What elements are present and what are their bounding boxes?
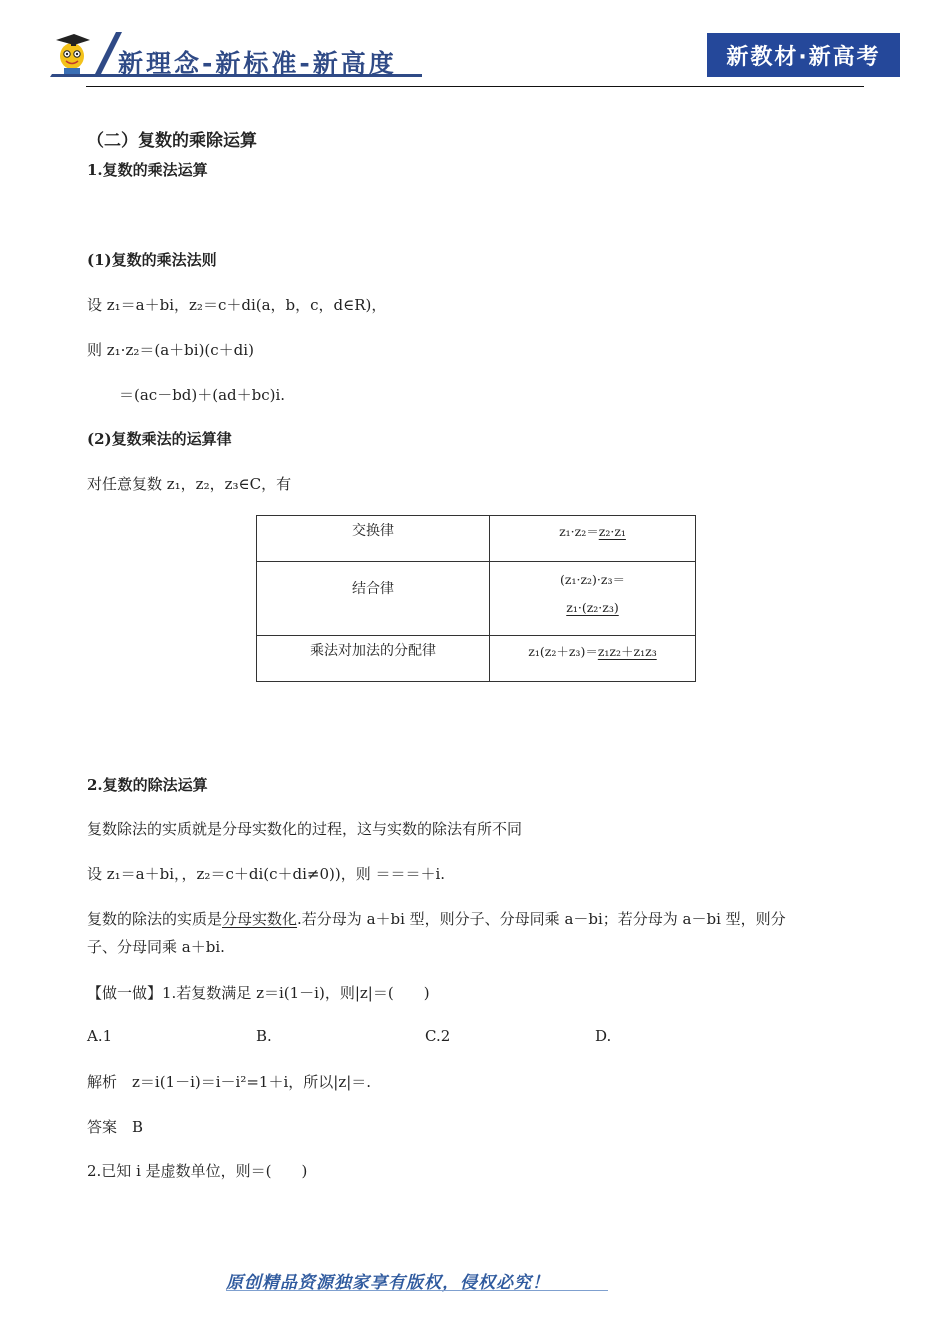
option-d: D. [595,1027,612,1045]
footer-copyright: 原创精品资源独家享有版权，侵权必究！ [226,1273,550,1293]
law-formula-answer: z₁·(z₂·z₃) [566,600,619,615]
law-table [256,515,696,682]
rule-line-1: 设 z₁＝a＋bi，z₂＝c＋di(a，b，c，d∈R)， [87,296,387,314]
law-formula [490,516,696,562]
law-formula [490,562,696,636]
option-a: A.1 [87,1027,113,1045]
law-name: 交换律 [257,516,490,562]
exercise-1-question: 【做一做】1.若复数满足 z＝i(1－i)，则|z|＝( ) [87,984,430,1002]
table-row [257,516,696,562]
rule-heading: (1)复数的乘法法则 [87,251,217,269]
exercise-1-analysis: 解析 z＝i(1－i)＝i－i²=1＋i，所以|z|＝. [87,1073,372,1091]
section-title: （二）复数的乘除运算 [87,131,257,151]
div-essence-line-2: 子、分母同乘 a＋bi. [87,938,225,956]
div-line-1: 复数除法的实质就是分母实数化的过程，这与实数的除法有所不同 [87,820,523,838]
header-slogan: 新理念-新标准-新高度 [118,49,397,78]
law-formula-answer: z₂·z₁ [598,524,626,539]
exercise-2-question: 2.已知 i 是虚数单位，则＝( ) [87,1162,308,1180]
law-name: 结合律 [257,562,490,636]
div-essence-pre: 复数的除法的实质是 [87,910,223,928]
rule-line-2: 则 z₁·z₂＝(a＋bi)(c＋di) [87,341,254,359]
law-formula-left: z₁(z₂＋z₃)＝ [528,644,598,659]
mult-heading: 1.复数的乘法运算 [87,161,208,179]
rule-line-3: ＝(ac－bd)＋(ad＋bc)i. [119,386,286,404]
table-row [257,562,696,636]
div-line-2: 设 z₁＝a＋bi，，z₂＝c＋di(c＋di≠0))，则 ＝＝＝＋i. [87,865,446,883]
option-c: C.2 [425,1027,451,1045]
header-divider [86,86,864,87]
law-formula-left: (z₁·z₂)·z₃＝ [560,572,625,587]
footer-underline [226,1290,608,1291]
law-formula-left: z₁·z₂＝ [559,524,599,539]
exercise-1-answer: 答案 B [87,1118,144,1136]
law-name: 乘法对加法的分配律 [257,636,490,682]
law-heading: (2)复数乘法的运算律 [87,430,232,448]
div-essence-underlined: 分母实数化 [222,910,298,928]
div-essence [87,908,786,929]
div-essence-post: .若分母为 a＋bi 型，则分子、分母同乘 a－bi；若分母为 a－bi 型，则分 [297,910,786,928]
law-formula-answer: z₁z₂＋z₁z₃ [597,644,657,659]
header-badge: 新教材·新高考 [707,33,900,77]
law-formula [490,636,696,682]
law-intro: 对任意复数 z₁，z₂，z₃∈C，有 [87,475,292,493]
option-b: B. [256,1027,272,1045]
div-heading: 2.复数的除法运算 [87,776,208,794]
table-row [257,636,696,682]
